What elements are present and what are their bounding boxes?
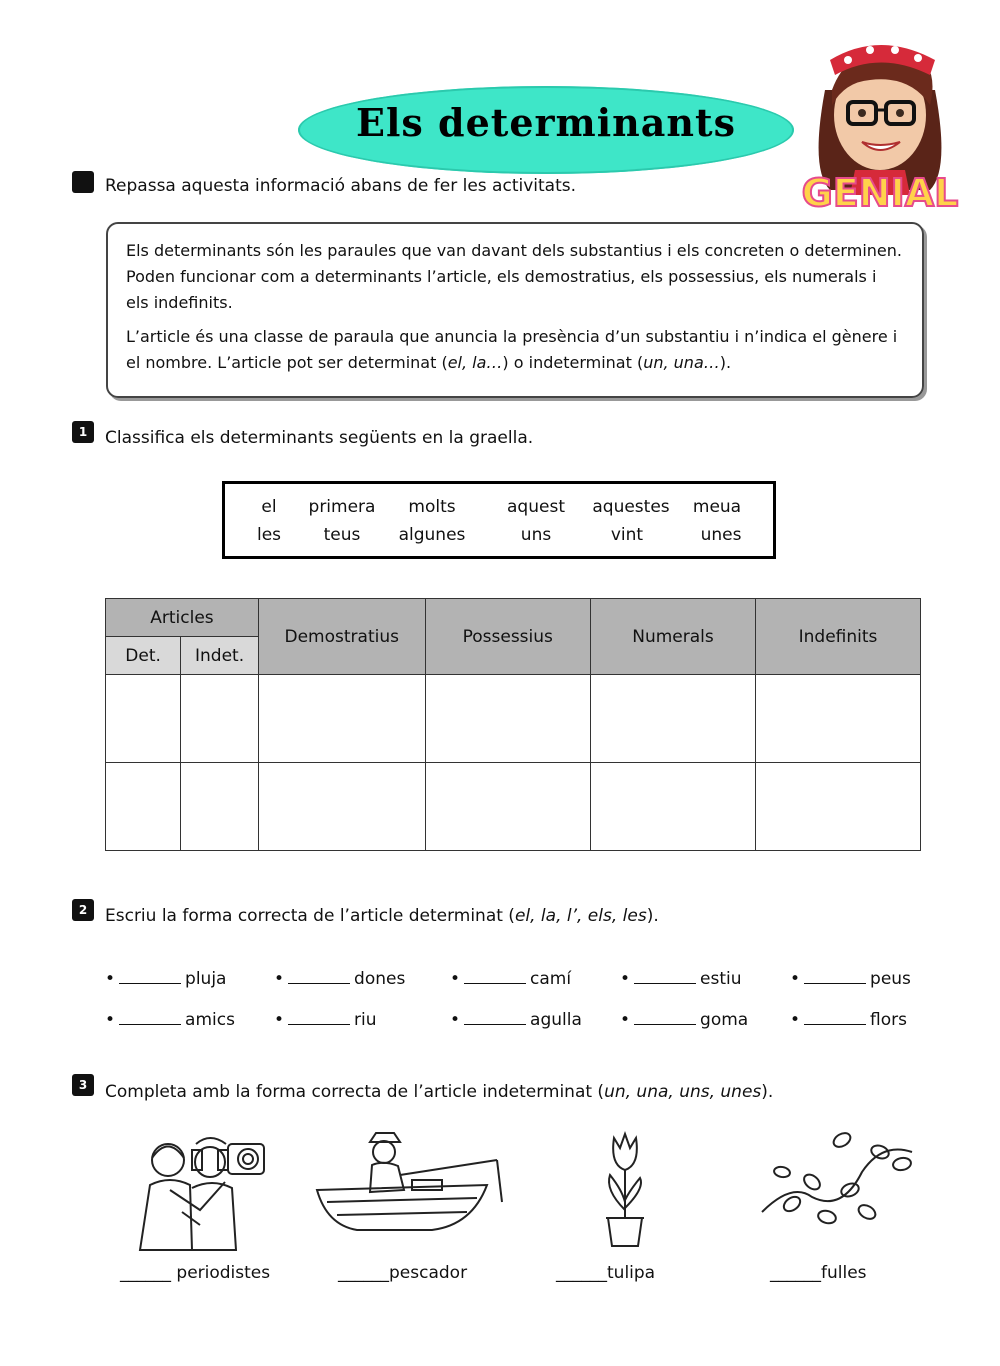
word-bank-item: vint (610, 525, 644, 545)
fill-item: • dones (274, 969, 406, 989)
avatar (790, 20, 970, 220)
header-indet: Indet. (181, 637, 259, 675)
fill-item: • goma (620, 1010, 749, 1030)
table-cell[interactable] (590, 763, 755, 851)
exercise-1-instruction: Classifica els determinants següents en la graella. (105, 428, 534, 448)
exercise-2-number: 2 (72, 899, 94, 921)
exercise-1-number: 1 (72, 421, 94, 443)
answer-blank[interactable] (288, 1010, 350, 1025)
fill-item: • pluja (105, 969, 227, 989)
table-cell[interactable] (106, 675, 181, 763)
caption-periodistes: ______ periodistes (120, 1263, 271, 1283)
info-paragraph-1: Els determinants són les paraules que van davant dels substantius i els concreten o determinen. Poden funcionar com a determinants l’article, els demostratius, els possessius, els numerals i els indefinits. (126, 241, 902, 312)
caption-pescador: ______pescador (338, 1263, 468, 1283)
answer-blank[interactable] (634, 1010, 696, 1025)
word-bank-item: primera (308, 497, 376, 517)
journalists-illustration (130, 1130, 270, 1255)
word-bank-item: teus (323, 525, 361, 545)
info-box (106, 222, 924, 398)
fill-item: • estiu (620, 969, 742, 989)
answer-blank[interactable] (464, 1010, 526, 1025)
caption-fulles: ______fulles (770, 1263, 867, 1283)
avatar-badge: GENIAL (801, 171, 959, 215)
answer-blank[interactable] (288, 969, 350, 984)
fill-item: • peus (790, 969, 911, 989)
intro-bullet (72, 171, 94, 193)
classification-table (105, 598, 921, 851)
word-bank (222, 481, 776, 559)
word-bank-item: molts (408, 497, 456, 517)
table-cell[interactable] (258, 675, 425, 763)
word-bank-item: unes (700, 525, 742, 545)
leaves-illustration (752, 1112, 927, 1232)
fill-item: • riu (274, 1010, 377, 1030)
table-cell[interactable] (181, 763, 259, 851)
answer-blank[interactable] (804, 969, 866, 984)
fill-item: • agulla (450, 1010, 582, 1030)
header-indefinits: Indefinits (756, 599, 921, 675)
word-bank-item: meua (692, 497, 742, 517)
header-numerals: Numerals (590, 599, 755, 675)
word-bank-item: aquestes (592, 497, 670, 517)
table-cell[interactable] (590, 675, 755, 763)
word-bank-item: el (261, 497, 277, 517)
fisherman-illustration (312, 1130, 510, 1240)
answer-blank[interactable] (804, 1010, 866, 1025)
fill-item: • flors (790, 1010, 907, 1030)
table-cell[interactable] (181, 675, 259, 763)
word-bank-item: algunes (398, 525, 466, 545)
info-paragraph-2: L’article és una classe de paraula que anuncia la presència d’un substantiu i n’indica el gènere i el nombre. L’article pot ser determinat (el, la…) o indeterminat (un, una…). (126, 327, 898, 372)
answer-blank[interactable] (634, 969, 696, 984)
word-bank-item: uns (520, 525, 552, 545)
word-bank-item: les (256, 525, 282, 545)
page-title: Els determinants (356, 100, 736, 145)
header-det: Det. (106, 637, 181, 675)
header-demostratius: Demostratius (258, 599, 425, 675)
answer-blank[interactable] (464, 969, 526, 984)
header-articles: Articles (106, 599, 259, 637)
exercise-3-instruction: Completa amb la forma correcta de l’article indeterminat (un, una, uns, unes). (105, 1082, 774, 1102)
table-cell[interactable] (756, 675, 921, 763)
exercise-3-number: 3 (72, 1074, 94, 1096)
word-bank-item: aquest (507, 497, 565, 517)
table-cell[interactable] (425, 675, 590, 763)
header-possessius: Possessius (425, 599, 590, 675)
tulip-illustration (600, 1130, 650, 1250)
fill-item: • amics (105, 1010, 235, 1030)
intro-text: Repassa aquesta informació abans de fer les activitats. (105, 176, 577, 196)
table-cell[interactable] (425, 763, 590, 851)
answer-blank[interactable] (119, 969, 181, 984)
table-cell[interactable] (258, 763, 425, 851)
exercise-2-instruction: Escriu la forma correcta de l’article determinat (el, la, l’, els, les). (105, 906, 659, 926)
fill-item: • camí (450, 969, 572, 989)
caption-tulipa: ______tulipa (556, 1263, 656, 1283)
answer-blank[interactable] (119, 1010, 181, 1025)
table-cell[interactable] (106, 763, 181, 851)
table-cell[interactable] (756, 763, 921, 851)
